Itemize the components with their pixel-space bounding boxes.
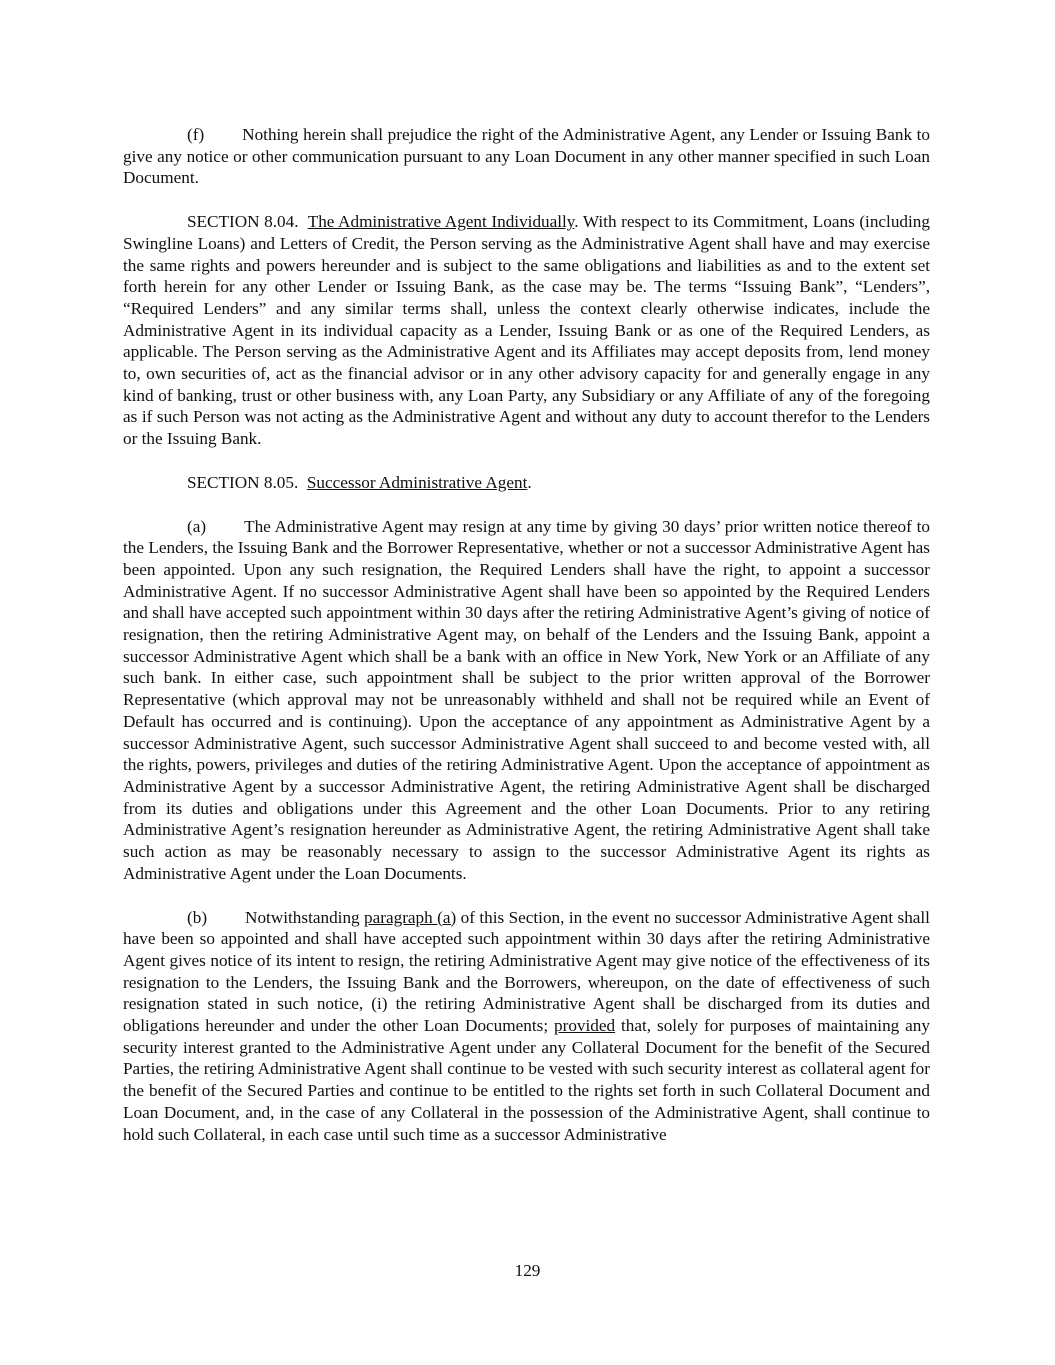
paragraph-a-text: The Administrative Agent may resign at any time by giving 30 days’ prior written notice thereof to the Lenders, the Issuing Bank and the Borrower Representative, whether or not a successor Administrative Agent has been appointed. Upon any such resignation, the Required Lenders shall have the right, to appoint a successor Administrative Agent. If no successor Administrative Agent shall have been so appointed by the Required Lenders and shall have accepted such appointment within 30 days after the retiring Administrative Agent’s giving of notice of resignation, then the retiring Administrative Agent may, on behalf of the Lenders and the Issuing Bank, appoint a successor Administrative Agent which shall be a bank with an office in New York, New York or an Affiliate of any such bank. In either case, such appointment shall be subject to the prior written approval of the Borrower Representative (which approval may not be unreasonably withheld and shall not be required while an Event of Default has occurred and is continuing). Upon the acceptance of any appointment as Administrative Agent by a successor Administrative Agent, such successor Administrative Agent shall succeed to and become vested with, all the rights, powers, privileges and duties of the retiring Administrative Agent. Upon the acceptance of appointment as Administrative Agent by a successor Administrative Agent, the retiring Administrative Agent shall be discharged from its duties and obligations under this Agreement and the other Loan Documents. Prior to any retiring Administrative Agent’s resignation hereunder as Administrative Agent, the retiring Administrative Agent shall take such action as may be reasonably necessary to assign to the successor Administrative Agent its rights as Administrative Agent under the Loan Documents.	[123, 516, 930, 883]
section-8-04-number: SECTION 8.04.	[187, 212, 299, 232]
document-page	[123, 124, 930, 1167]
paragraph-f-text: Nothing herein shall prejudice the right of the Administrative Agent, any Lender or Issuing Bank to give any notice or other communication pursuant to any Loan Document in any other manner specified in such Loan Document.	[123, 125, 930, 188]
section-8-05-number: SECTION 8.05.	[187, 472, 299, 492]
section-8-05-heading: Successor Administrative Agent	[306, 472, 528, 492]
paragraph-b-text-1: of this Section, in the event no successor Administrative Agent shall have been so appointed and shall have accepted such appointment within 30 days after the retiring Administrative Agent gives notice of its intent to resign, the retiring Administrative Agent may give notice of the effectiveness of its resignation to the Lenders, the Issuing Bank and the Borrowers, whereupon, on the date of effectiveness of such resignation stated in such notice, (i) the retiring Administrative Agent shall be discharged from its duties and obligations hereunder and under the other Loan Documents;	[123, 907, 930, 1036]
paragraph-a	[123, 516, 930, 885]
paragraph-f	[123, 124, 930, 189]
paragraph-a-reference: paragraph (a)	[364, 907, 457, 927]
paragraph-b-lead: Notwithstanding	[245, 907, 365, 927]
page-number: 129	[514, 1261, 541, 1280]
section-8-04-heading: The Administrative Agent Individually	[307, 212, 575, 232]
section-8-04	[123, 211, 930, 450]
section-8-04-text: . With respect to its Commitment, Loans (including Swingline Loans) and Letters of Credit, the Person serving as the Administrative Agent shall have and may exercise the same rights and powers hereunder and is subject to the same obligations and liabilities as and to the extent set forth herein for any other Lender or Issuing Bank, as the case may be. The terms “Issuing Bank”, “Lenders”, “Required Lenders” and any similar terms shall, unless the context clearly otherwise indicates, include the Administrative Agent in its individual capacity as a Lender, Issuing Bank or as one of the Required Lenders, as applicable. The Person serving as the Administrative Agent and its Affiliates may accept deposits from, lend money to, own securities of, act as the financial advisor or in any other advisory capacity for and generally engage in any kind of banking, trust or other business with, any Loan Party, any Subsidiary or any Affiliate of any of the foregoing as if such Person was not acting as the Administrative Agent and without any duty to account therefor to the Lenders or the Issuing Bank.	[123, 212, 930, 449]
paragraph-b-text-2: that, solely for purposes of maintaining any security interest granted to the Administrative Agent under any Collateral Document for the benefit of the Secured Parties, the retiring Administrative Agent shall continue to be vested with such security interest as collateral agent for the benefit of the Secured Parties and continue to be entitled to the rights set forth in such Collateral Document and Loan Document, and, in the case of any Collateral in the possession of the Administrative Agent, shall continue to hold such Collateral, in each case until such time as a successor Administrative	[123, 1016, 930, 1144]
paragraph-b-label: (b)	[187, 907, 208, 927]
paragraph-a-label: (a)	[187, 516, 207, 536]
provided-term: provided	[554, 1016, 616, 1036]
paragraph-f-label: (f)	[187, 125, 205, 144]
section-8-05	[123, 472, 930, 494]
section-8-05-tail: .	[527, 472, 532, 492]
paragraph-b	[123, 907, 930, 1146]
